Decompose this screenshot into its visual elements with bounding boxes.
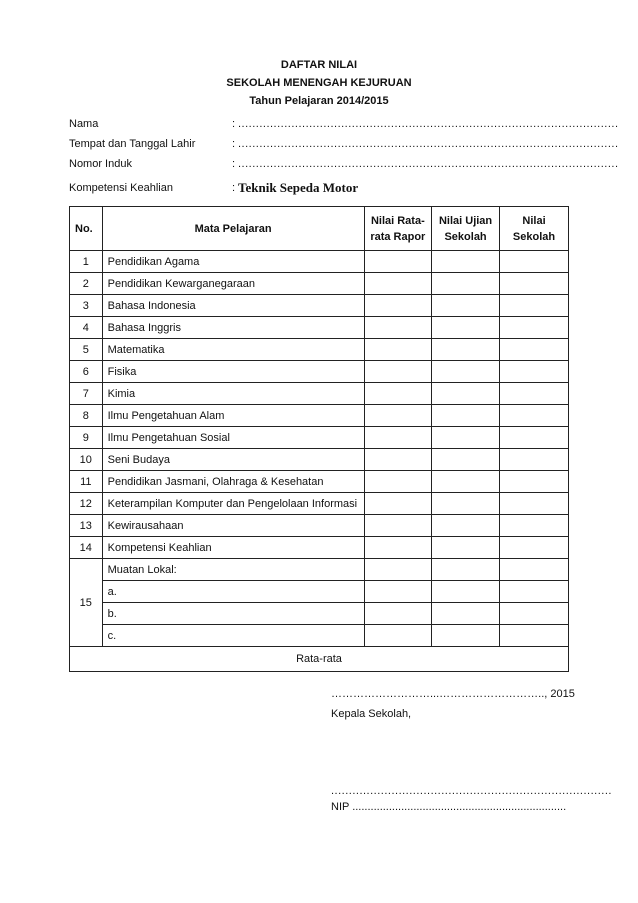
- school-score-cell[interactable]: [500, 405, 569, 427]
- subject-name: Matematika: [102, 339, 364, 361]
- exam-score-cell[interactable]: [432, 273, 500, 295]
- document-header: [0, 56, 638, 110]
- subject-name: Ilmu Pengetahuan Alam: [102, 405, 364, 427]
- row-number: 7: [70, 383, 103, 405]
- exam-score-cell[interactable]: [432, 581, 500, 603]
- name-field[interactable]: ...........................................................................................................: [238, 118, 619, 130]
- row-number: 8: [70, 405, 103, 427]
- report-average-cell[interactable]: [364, 361, 432, 383]
- report-average-cell[interactable]: [364, 317, 432, 339]
- exam-score-cell[interactable]: [432, 559, 500, 581]
- subject-name: Bahasa Inggris: [102, 317, 364, 339]
- table-row: [70, 339, 569, 361]
- nis-label: Nomor Induk: [69, 158, 132, 170]
- subject-name: Bahasa Indonesia: [102, 295, 364, 317]
- table-row: [70, 449, 569, 471]
- exam-score-cell[interactable]: [432, 427, 500, 449]
- competency-separator: :: [232, 182, 236, 194]
- school-score-cell[interactable]: [500, 581, 569, 603]
- school-score-cell[interactable]: [500, 515, 569, 537]
- school-score-cell[interactable]: [500, 383, 569, 405]
- table-row: [70, 295, 569, 317]
- report-average-cell[interactable]: [364, 405, 432, 427]
- report-average-cell[interactable]: [364, 537, 432, 559]
- local-content-label: b.: [102, 603, 364, 625]
- table-row: [70, 427, 569, 449]
- birth-label: Tempat dan Tanggal Lahir: [69, 138, 196, 150]
- table-row: [70, 559, 569, 581]
- school-score-cell[interactable]: [500, 559, 569, 581]
- subject-name: Kompetensi Keahlian: [102, 537, 364, 559]
- row-number: 12: [70, 493, 103, 515]
- competency-label: Kompetensi Keahlian: [69, 182, 173, 194]
- report-average-cell[interactable]: [364, 559, 432, 581]
- subject-name: Muatan Lokal:: [102, 559, 364, 581]
- nis-separator: :: [232, 158, 236, 170]
- local-content-label: c.: [102, 625, 364, 647]
- name-separator: :: [232, 118, 236, 130]
- info-row-nis: [69, 155, 619, 175]
- competency-value: Teknik Sepeda Motor: [238, 180, 359, 195]
- row-number: 2: [70, 273, 103, 295]
- average-label: Rata-rata: [70, 647, 569, 672]
- name-label: Nama: [69, 118, 99, 130]
- report-average-cell[interactable]: [364, 603, 432, 625]
- exam-score-cell[interactable]: [432, 295, 500, 317]
- report-average-cell[interactable]: [364, 339, 432, 361]
- subject-name: Ilmu Pengetahuan Sosial: [102, 427, 364, 449]
- school-score-cell[interactable]: [500, 493, 569, 515]
- table-row: [70, 361, 569, 383]
- school-score-cell[interactable]: [500, 339, 569, 361]
- report-average-cell[interactable]: [364, 273, 432, 295]
- school-score-cell[interactable]: [500, 427, 569, 449]
- exam-score-cell[interactable]: [432, 537, 500, 559]
- nis-field[interactable]: ...........................................................................................................: [238, 158, 619, 170]
- table-row: [70, 405, 569, 427]
- subject-name: Pendidikan Kewarganegaraan: [102, 273, 364, 295]
- school-score-cell[interactable]: [500, 251, 569, 273]
- row-number: 11: [70, 471, 103, 493]
- row-number: 9: [70, 427, 103, 449]
- info-row-birth: [69, 135, 619, 155]
- report-average-cell[interactable]: [364, 251, 432, 273]
- signature-date-line: ………………………...……………………….., 2015: [331, 688, 575, 700]
- table-row: [70, 493, 569, 515]
- row-number: 4: [70, 317, 103, 339]
- grades-table: [69, 206, 569, 672]
- school-name: SEKOLAH MENENGAH KEJURUAN: [226, 77, 412, 89]
- exam-score-cell[interactable]: [432, 339, 500, 361]
- school-score-cell[interactable]: [500, 625, 569, 647]
- school-score-cell[interactable]: [500, 317, 569, 339]
- average-row: [70, 647, 569, 672]
- table-row: [70, 537, 569, 559]
- header-no: No.: [70, 207, 103, 251]
- table-row: [70, 383, 569, 405]
- student-info: [69, 115, 619, 199]
- school-score-cell[interactable]: [500, 273, 569, 295]
- table-row: [70, 273, 569, 295]
- exam-score-cell[interactable]: [432, 493, 500, 515]
- exam-score-cell[interactable]: [432, 471, 500, 493]
- report-average-cell[interactable]: [364, 493, 432, 515]
- subject-name: Keterampilan Komputer dan Pengelolaan Informasi: [102, 493, 364, 515]
- report-average-cell[interactable]: [364, 295, 432, 317]
- exam-score-cell[interactable]: [432, 251, 500, 273]
- academic-year: Tahun Pelajaran 2014/2015: [249, 95, 389, 107]
- principal-title: Kepala Sekolah,: [331, 708, 412, 720]
- subject-name: Pendidikan Agama: [102, 251, 364, 273]
- grades-body: [70, 251, 569, 672]
- exam-score-cell[interactable]: [432, 383, 500, 405]
- school-score-cell[interactable]: [500, 361, 569, 383]
- subject-name: Kewirausahaan: [102, 515, 364, 537]
- row-number: 6: [70, 361, 103, 383]
- exam-score-cell[interactable]: [432, 449, 500, 471]
- birth-separator: :: [232, 138, 236, 150]
- subject-name: Kimia: [102, 383, 364, 405]
- table-row: [70, 515, 569, 537]
- exam-score-cell[interactable]: [432, 625, 500, 647]
- header-exam-score: Nilai Ujian Sekolah: [432, 207, 500, 251]
- exam-score-cell[interactable]: [432, 361, 500, 383]
- info-row-name: [69, 115, 619, 135]
- report-average-cell[interactable]: [364, 471, 432, 493]
- exam-score-cell[interactable]: [432, 317, 500, 339]
- header-subject: Mata Pelajaran: [102, 207, 364, 251]
- report-average-cell[interactable]: [364, 515, 432, 537]
- school-score-cell[interactable]: [500, 295, 569, 317]
- table-row: [70, 251, 569, 273]
- report-average-cell[interactable]: [364, 625, 432, 647]
- local-content-row: [70, 603, 569, 625]
- header-school-score: Nilai Sekolah: [500, 207, 569, 251]
- school-score-cell[interactable]: [500, 471, 569, 493]
- row-number: 10: [70, 449, 103, 471]
- subject-name: Pendidikan Jasmani, Olahraga & Kesehatan: [102, 471, 364, 493]
- row-number: 13: [70, 515, 103, 537]
- table-header-row: [70, 207, 569, 251]
- exam-score-cell[interactable]: [432, 405, 500, 427]
- table-row: [70, 471, 569, 493]
- report-average-cell[interactable]: [364, 427, 432, 449]
- info-row-competency: [69, 179, 509, 199]
- row-number: 3: [70, 295, 103, 317]
- subject-name: Seni Budaya: [102, 449, 364, 471]
- report-average-cell[interactable]: [364, 449, 432, 471]
- principal-name-line: ...............................................................................: [331, 785, 612, 797]
- exam-score-cell[interactable]: [432, 515, 500, 537]
- exam-score-cell[interactable]: [432, 603, 500, 625]
- row-number: 1: [70, 251, 103, 273]
- local-content-label: a.: [102, 581, 364, 603]
- school-score-cell[interactable]: [500, 449, 569, 471]
- row-number: 5: [70, 339, 103, 361]
- table-row: [70, 317, 569, 339]
- header-report-average: Nilai Rata-rata Rapor: [364, 207, 432, 251]
- school-score-cell[interactable]: [500, 537, 569, 559]
- birth-field[interactable]: ...........................................................................................................: [238, 138, 619, 150]
- document-title: DAFTAR NILAI: [280, 59, 358, 71]
- report-average-cell[interactable]: [364, 383, 432, 405]
- school-score-cell[interactable]: [500, 603, 569, 625]
- local-content-row: [70, 625, 569, 647]
- row-number: 14: [70, 537, 103, 559]
- subject-name: Fisika: [102, 361, 364, 383]
- report-average-cell[interactable]: [364, 581, 432, 603]
- principal-nip-line: NIP ......................................................................: [331, 801, 567, 813]
- row-number: 15: [70, 559, 103, 647]
- local-content-row: [70, 581, 569, 603]
